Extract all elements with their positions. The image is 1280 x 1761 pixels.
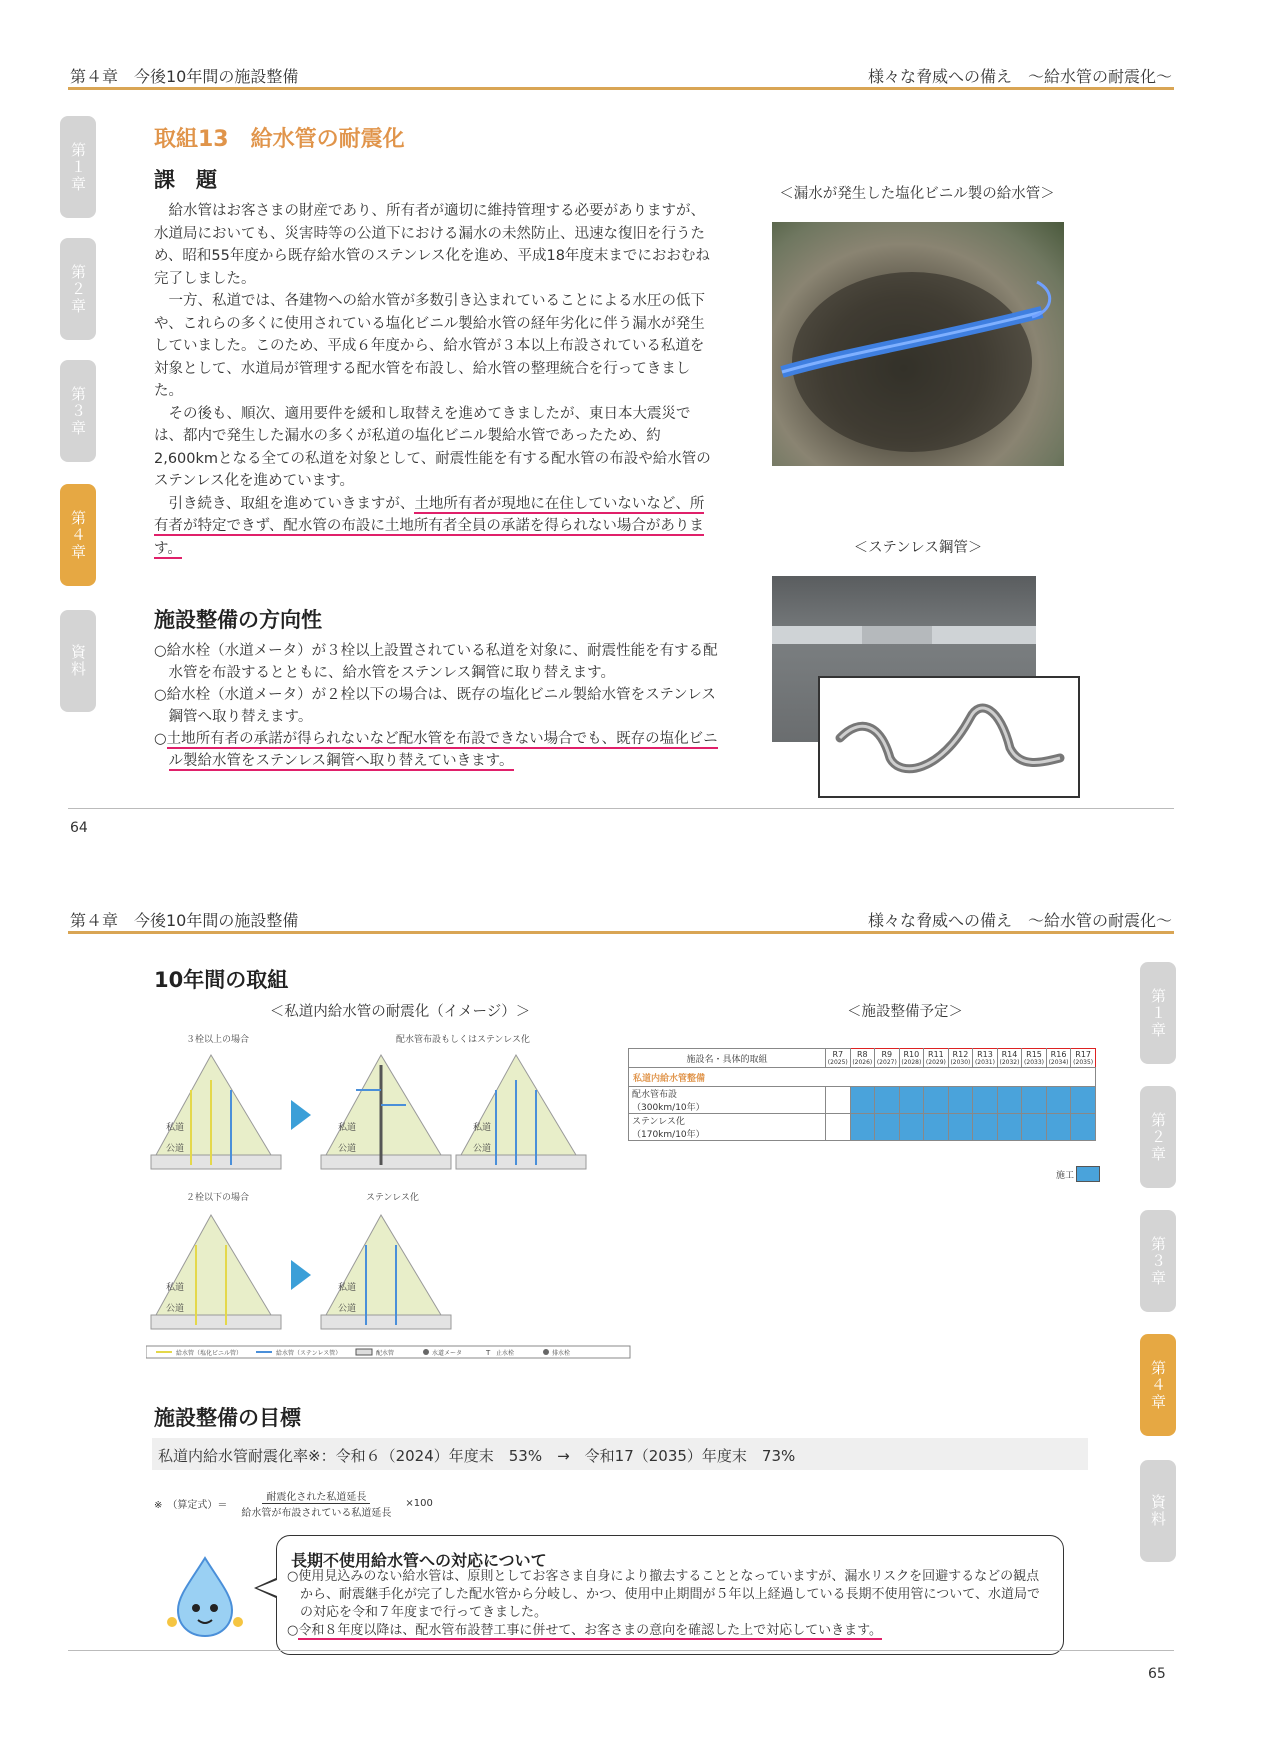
photo-steel-caption: ＜ステンレス鋼管＞ (853, 540, 983, 556)
schedule-group-label: 私道内給水管整備 (629, 1068, 1096, 1087)
arrow-icon (291, 1260, 311, 1290)
schedule-legend-swatch (1076, 1166, 1100, 1182)
callout-text-2: ○令和８年度以降は、配水管布設替工事に併せて、お客さまの意向を確認した上で対応していきます。 (287, 1623, 883, 1638)
page65-header (68, 906, 1174, 934)
case3-label: ３栓以上の場合 (186, 1035, 250, 1045)
svg-text:公道: 公道 (166, 1144, 185, 1154)
svg-text:公道: 公道 (473, 1144, 492, 1154)
case3-after-label: 配水管布設もしくはステンレス化 (396, 1035, 530, 1045)
diagram-caption: ＜私道内給水管の耐震化（イメージ）＞ (269, 1004, 531, 1020)
schedule-year: R9 (2027) (875, 1049, 900, 1068)
page65-bottom-rule (68, 1650, 1174, 1651)
water-drop-mascot-icon (160, 1552, 250, 1642)
svg-text:私道: 私道 (338, 1123, 357, 1133)
goal-band (152, 1438, 1088, 1470)
schedule-table (628, 1048, 1096, 1141)
callout-title: 長期不使用給水管への対応について (291, 1551, 547, 1570)
header-rule (68, 931, 1174, 934)
svg-text:給水管（ステンレス管）: 給水管（ステンレス管） (276, 1350, 342, 1357)
section-subtitle: 様々な脅威への備え ～給水管の耐震化～ (867, 67, 1172, 86)
svg-text:止水栓: 止水栓 (496, 1350, 515, 1357)
stainless-pipe-inset-photo (818, 676, 1080, 798)
schedule-header-item: 施設名・具体的取組 (629, 1049, 826, 1068)
callout-text-1: ○使用見込みのない給水管は、原則としてお客さま自身により撤去することとなっていますが、漏水リスクを回避するなどの観点から、耐震継手化が完了した配水管から分岐し、かつ、使用中止期間が５年以上経過している長期不使用管について、水道局での対応を令和７年度まで行ってきました。 (287, 1569, 1040, 1620)
schedule-year: R13 (2031) (973, 1049, 998, 1068)
issue-paragraph-3: その後も、順次、適用要件を緩和し取替えを進めてきましたが、東日本大震災では、都内で発生した漏水の多くが私道の塩化ビニル製給水管であったため、約2,600kmとなる全ての私道を対象として、耐震性能を有する配水管の布設や給水管のステンレス化を進めています。 (154, 405, 711, 489)
tab-chapter-3[interactable]: 第３章 (60, 360, 96, 462)
direction-bullet-3: ○土地所有者の承諾が得られないなど配水管を布設できない場合でも、既存の塩化ビニル製給水管をステンレス鋼管へ取り替えていきます。 (154, 731, 718, 769)
schedule-table-wrapper (628, 1048, 1096, 1181)
direction-bullets (154, 640, 720, 772)
private-road-diagram (146, 1030, 636, 1360)
schedule-year: R15 (2033) (1022, 1049, 1047, 1068)
tab-chapter-1[interactable]: 第１章 (1140, 962, 1176, 1064)
header-rule (68, 87, 1174, 90)
svg-text:私道: 私道 (338, 1283, 357, 1293)
diagram-before-2 (151, 1215, 281, 1329)
chapter-title: 第４章 今後10年間の施設整備 (70, 911, 299, 930)
page-number-64: 64 (70, 820, 88, 836)
svg-text:公道: 公道 (338, 1304, 357, 1314)
tab-chapter-3[interactable]: 第３章 (1140, 1210, 1176, 1312)
schedule-group-row (629, 1068, 1096, 1087)
schedule-year: R7 (2025) (826, 1049, 851, 1068)
ten-year-heading: 10年間の取組 (154, 968, 289, 992)
schedule-legend: 施工 (1056, 1166, 1100, 1182)
case2-after-label: ステンレス化 (366, 1193, 419, 1203)
tab-chapter-1[interactable]: 第１章 (60, 116, 96, 218)
section-subtitle: 様々な脅威への備え ～給水管の耐震化～ (867, 911, 1172, 930)
schedule-caption: ＜施設整備予定＞ (847, 1004, 963, 1020)
schedule-year: R12 (2030) (948, 1049, 973, 1068)
unused-pipe-callout (276, 1535, 1064, 1655)
issue-body (154, 200, 718, 560)
tab-appendix[interactable]: 資料 (60, 610, 96, 712)
diagram-before-3 (151, 1055, 281, 1169)
svg-text:給水管（塩化ビニル管）: 給水管（塩化ビニル管） (176, 1350, 243, 1357)
tab-chapter-4[interactable]: 第４章 (60, 484, 96, 586)
callout-body (287, 1568, 1051, 1640)
issue-paragraph-1: 給水管はお客さまの財産であり、所有者が適切に維持管理する必要がありますが、水道局においても、災害時等の公道下における漏水の未然防止、迅速な復旧を行うため、昭和55年度から既存給水管のステンレス化を進め、平成18年度末までにおおむね完了しました。 (154, 203, 710, 287)
arrow-icon (291, 1100, 311, 1130)
page-number-65: 65 (1148, 1666, 1166, 1682)
diagram-after-2 (321, 1215, 451, 1329)
svg-text:T: T (486, 1349, 491, 1357)
page64-header (68, 62, 1174, 90)
tab-appendix[interactable]: 資料 (1140, 1460, 1176, 1562)
direction-heading: 施設整備の方向性 (154, 608, 322, 632)
svg-text:排水栓: 排水栓 (552, 1350, 571, 1357)
tab-chapter-2[interactable]: 第２章 (60, 238, 96, 340)
goal-heading: 施設整備の目標 (154, 1406, 301, 1430)
case2-label: ２栓以下の場合 (186, 1193, 250, 1203)
schedule-year: R17 (2035) (1071, 1049, 1096, 1068)
svg-text:配水管: 配水管 (376, 1350, 395, 1357)
svg-text:私道: 私道 (473, 1123, 492, 1133)
photo-leak-caption: ＜漏水が発生した塩化ビニル製の給水管＞ (779, 186, 1055, 202)
schedule-year: R16 (2034) (1046, 1049, 1071, 1068)
goal-text: 私道内給水管耐震化率※：令和６（2024）年度末 53% → 令和17（2035）年度末 73% (158, 1447, 796, 1465)
direction-bullet-1: ○給水栓（水道メータ）が３栓以上設置されている私道を対象に、耐震性能を有する配水管を布設するとともに、給水管をステンレス鋼管に取り替えます。 (154, 643, 718, 681)
page64-bottom-rule (68, 808, 1174, 809)
issue-emphasis: 土地所有者が現地に在住していないなど、所有者が特定できず、配水管の布設に土地所有者全員の承諾を得られない場合があります。 (154, 495, 705, 557)
tab-chapter-2[interactable]: 第２章 (1140, 1086, 1176, 1188)
section-title: 取組13 給水管の耐震化 (154, 127, 405, 152)
leaking-pipe-photo (772, 222, 1064, 466)
diagram-after-3a (321, 1055, 451, 1169)
svg-text:公道: 公道 (166, 1304, 185, 1314)
issue-heading: 課 題 (154, 168, 217, 192)
direction-bullet-2: ○給水栓（水道メータ）が２栓以下の場合は、既存の塩化ビニル製給水管をステンレス鋼管へ取り替えます。 (154, 687, 716, 725)
diagram-after-3b (456, 1055, 586, 1169)
schedule-year: R11 (2029) (924, 1049, 949, 1068)
schedule-year: R14 (2032) (997, 1049, 1022, 1068)
svg-text:私道: 私道 (166, 1123, 185, 1133)
tab-chapter-4[interactable]: 第４章 (1140, 1334, 1176, 1436)
issue-paragraph-4: 引き続き、取組を進めていきますが、土地所有者が現地に在住していないなど、所有者が特定できず、配水管の布設に土地所有者全員の承諾を得られない場合があります。 (154, 495, 705, 557)
chapter-title: 第４章 今後10年間の施設整備 (70, 67, 299, 86)
schedule-year: R8 (2026) (850, 1049, 875, 1068)
schedule-row: 配水管布設 （300km/10年） (629, 1087, 1096, 1114)
schedule-row: ステンレス化 （170km/10年） (629, 1114, 1096, 1141)
svg-text:私道: 私道 (166, 1283, 185, 1293)
schedule-year: R10 (2028) (899, 1049, 924, 1068)
svg-text:公道: 公道 (338, 1144, 357, 1154)
svg-text:水道メータ: 水道メータ (432, 1350, 463, 1357)
issue-paragraph-2: 一方、私道では、各建物への給水管が多数引き込まれていることによる水圧の低下や、これらの多くに使用されている塩化ビニル製給水管の経年劣化に伴う漏水が発生していました。このため、平成６年度から、給水管が３本以上布設されている私道を対象として、水道局が管理する配水管を布設し、給水管の整理統合を行ってきました。 (154, 293, 705, 399)
formula: ※ （算定式）＝ 耐震化された私道延長 給水管が布設されている私道延長 ×100 (154, 1488, 433, 1519)
schedule-header-row (629, 1049, 1096, 1068)
